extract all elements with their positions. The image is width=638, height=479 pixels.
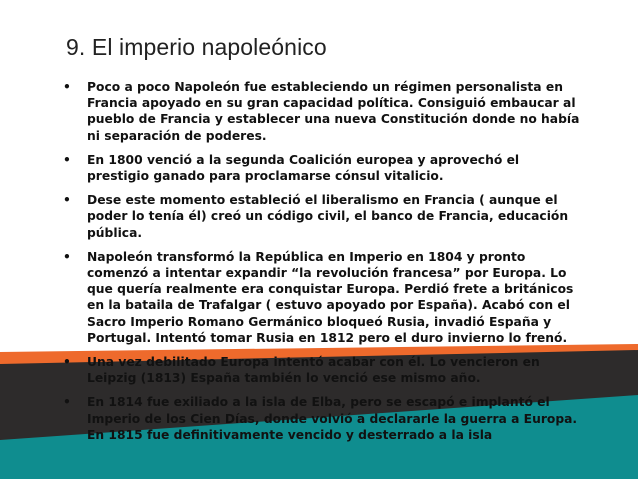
bullet-text: Napoleón transformó la República en Imperio en 1804 y pronto comenzó a intentar expandir “la revolución francesa” por Europa. Lo que quería realmente era conquistar Europa. Perdió frete a británicos en la bataila de Trafalgar ( estuvo apoyado por España). Acabó con el Sacro Imperio Romano Germánico bloqueó Rusia, invadió España y Portugal. Intentó tomar Rusia en 1812 pero el duro invierno lo frenó. — [87, 249, 574, 345]
bullet-marker: • — [63, 355, 71, 370]
bullet-item — [62, 249, 582, 346]
bullet-text: En 1814 fue exiliado a la isla de Elba, pero se escapó e implantó el Imperio de los Cien Días, donde volvió a declararle la guerra a Europa. En 1815 fue definitivamente vencido y desterrado a la isla — [87, 395, 578, 442]
bullet-text: Dese este momento estableció el liberalismo en Francia ( aunque el poder lo tenía él) creó un código civil, el banco de Francia, educación pública. — [87, 193, 569, 240]
bullet-text: En 1800 venció a la segunda Coalición europea y aprovechó el prestigio ganado para proclamarse cónsul vitalicio. — [87, 152, 520, 184]
bullet-item — [62, 354, 582, 386]
bullet-item — [62, 192, 582, 241]
bullet-text: Una vez debilitado Europa intentó acabar con él. Lo vencieron en Leipzig (1813) España también lo venció ese mismo año. — [87, 355, 540, 386]
bullet-item — [62, 79, 582, 144]
bullet-text: Poco a poco Napoleón fue estableciendo un régimen personalista en Francia apoyado en su gran capacidad política. Consiguió embaucar al pueblo de Francia y establecer una nueva Constitución donde no había ni separación de poderes. — [87, 80, 580, 143]
bullet-marker: • — [63, 395, 71, 410]
slide-title: 9. El imperio napoleónico — [66, 34, 327, 60]
bullet-marker: • — [63, 193, 71, 208]
bullet-marker: • — [63, 80, 71, 94]
bullet-marker: • — [63, 152, 71, 167]
bullet-list — [62, 79, 582, 451]
bullet-marker: • — [63, 249, 71, 264]
bullet-item — [62, 152, 582, 184]
bullet-item — [62, 394, 582, 443]
